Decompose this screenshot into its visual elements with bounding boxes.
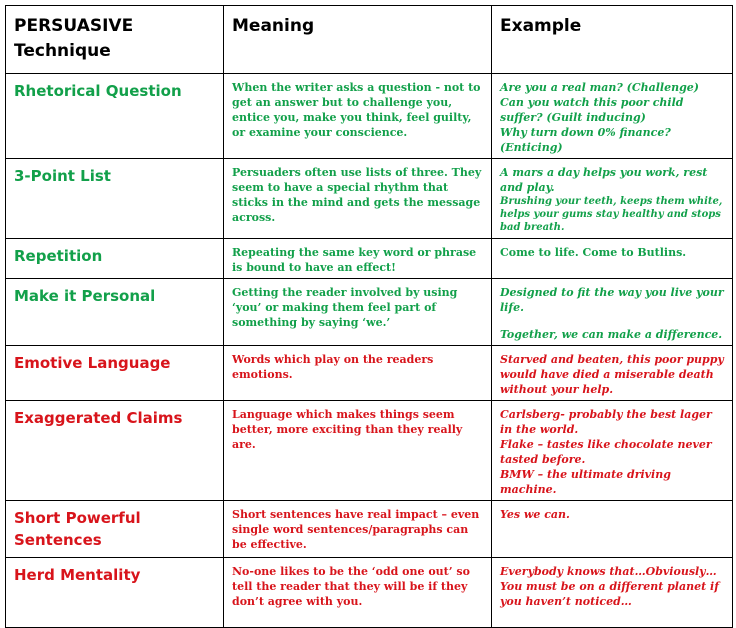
technique-cell: Emotive Language bbox=[6, 346, 224, 401]
example-line: Can you watch this poor child suffer? (Guilt inducing) bbox=[500, 96, 684, 124]
example-line: Why turn down 0% finance? (Enticing) bbox=[500, 126, 671, 154]
example-line: Carlsberg- probably the best lager in the world. bbox=[500, 408, 712, 436]
example-cell bbox=[492, 501, 733, 558]
meaning-cell: No-one likes to be the ‘odd one out’ so tell the reader that they will be if they don’t agree with you. bbox=[224, 558, 492, 628]
example-line: A mars a day helps you work, rest and play. bbox=[500, 166, 708, 194]
meaning-cell: Short sentences have real impact – even single word sentences/paragraphs can be effective. bbox=[224, 501, 492, 558]
header-technique-line1: PERSUASIVE bbox=[14, 16, 134, 36]
meaning-cell: When the writer asks a question - not to get an answer but to challenge you, entice you, make you think, feel guilty, or examine your conscience. bbox=[224, 74, 492, 159]
table-row bbox=[6, 239, 733, 279]
example-cell bbox=[492, 239, 733, 279]
technique-cell: Make it Personal bbox=[6, 279, 224, 346]
meaning-cell: Repeating the same key word or phrase is bound to have an effect! bbox=[224, 239, 492, 279]
table-row bbox=[6, 346, 733, 401]
example-line: Starved and beaten, this poor puppy would have died a miserable death without your help. bbox=[500, 353, 724, 396]
example-line: Are you a real man? (Challenge) bbox=[500, 81, 699, 94]
header-technique bbox=[6, 6, 224, 74]
example-cell bbox=[492, 279, 733, 346]
persuasive-techniques-table-wrapper bbox=[5, 5, 732, 608]
meaning-cell: Getting the reader involved by using ‘you’ or making them feel part of something by saying ‘we.’ bbox=[224, 279, 492, 346]
example-line: Everybody knows that…Obviously…You must be on a different planet if you haven’t noticed… bbox=[500, 565, 719, 608]
example-cell bbox=[492, 74, 733, 159]
table-row bbox=[6, 159, 733, 239]
table-row bbox=[6, 279, 733, 346]
example-cell bbox=[492, 401, 733, 501]
table-row bbox=[6, 401, 733, 501]
persuasive-techniques-table bbox=[5, 5, 733, 628]
table-row bbox=[6, 558, 733, 628]
example-line: BMW – the ultimate driving machine. bbox=[500, 468, 671, 496]
example-cell bbox=[492, 558, 733, 628]
technique-cell: Herd Mentality bbox=[6, 558, 224, 628]
example-line: Brushing your teeth, keeps them white, helps your gums stay healthy and stops bad breath. bbox=[500, 196, 723, 233]
example-line: Flake – tastes like chocolate never tasted before. bbox=[500, 438, 712, 466]
header-example: Example bbox=[492, 6, 733, 74]
technique-cell: 3-Point List bbox=[6, 159, 224, 239]
example-cell bbox=[492, 346, 733, 401]
meaning-cell: Persuaders often use lists of three. They seem to have a special rhythm that sticks in the mind and gets the message across. bbox=[224, 159, 492, 239]
table-row bbox=[6, 74, 733, 159]
header-technique-line2: Technique bbox=[14, 41, 111, 61]
example-line: Come to life. Come to Butlins. bbox=[500, 246, 687, 259]
meaning-cell: Words which play on the readers emotions. bbox=[224, 346, 492, 401]
technique-cell: Short Powerful Sentences bbox=[6, 501, 224, 558]
example-line: Yes we can. bbox=[500, 508, 570, 521]
example-line: Designed to fit the way you live your life. bbox=[500, 286, 724, 314]
header-row bbox=[6, 6, 733, 74]
header-meaning: Meaning bbox=[224, 6, 492, 74]
technique-cell: Rhetorical Question bbox=[6, 74, 224, 159]
example-gap bbox=[500, 315, 726, 327]
meaning-cell: Language which makes things seem better, more exciting than they really are. bbox=[224, 401, 492, 501]
table-row bbox=[6, 501, 733, 558]
technique-cell: Repetition bbox=[6, 239, 224, 279]
example-line: Together, we can make a difference. bbox=[500, 328, 723, 341]
technique-cell: Exaggerated Claims bbox=[6, 401, 224, 501]
example-cell bbox=[492, 159, 733, 239]
